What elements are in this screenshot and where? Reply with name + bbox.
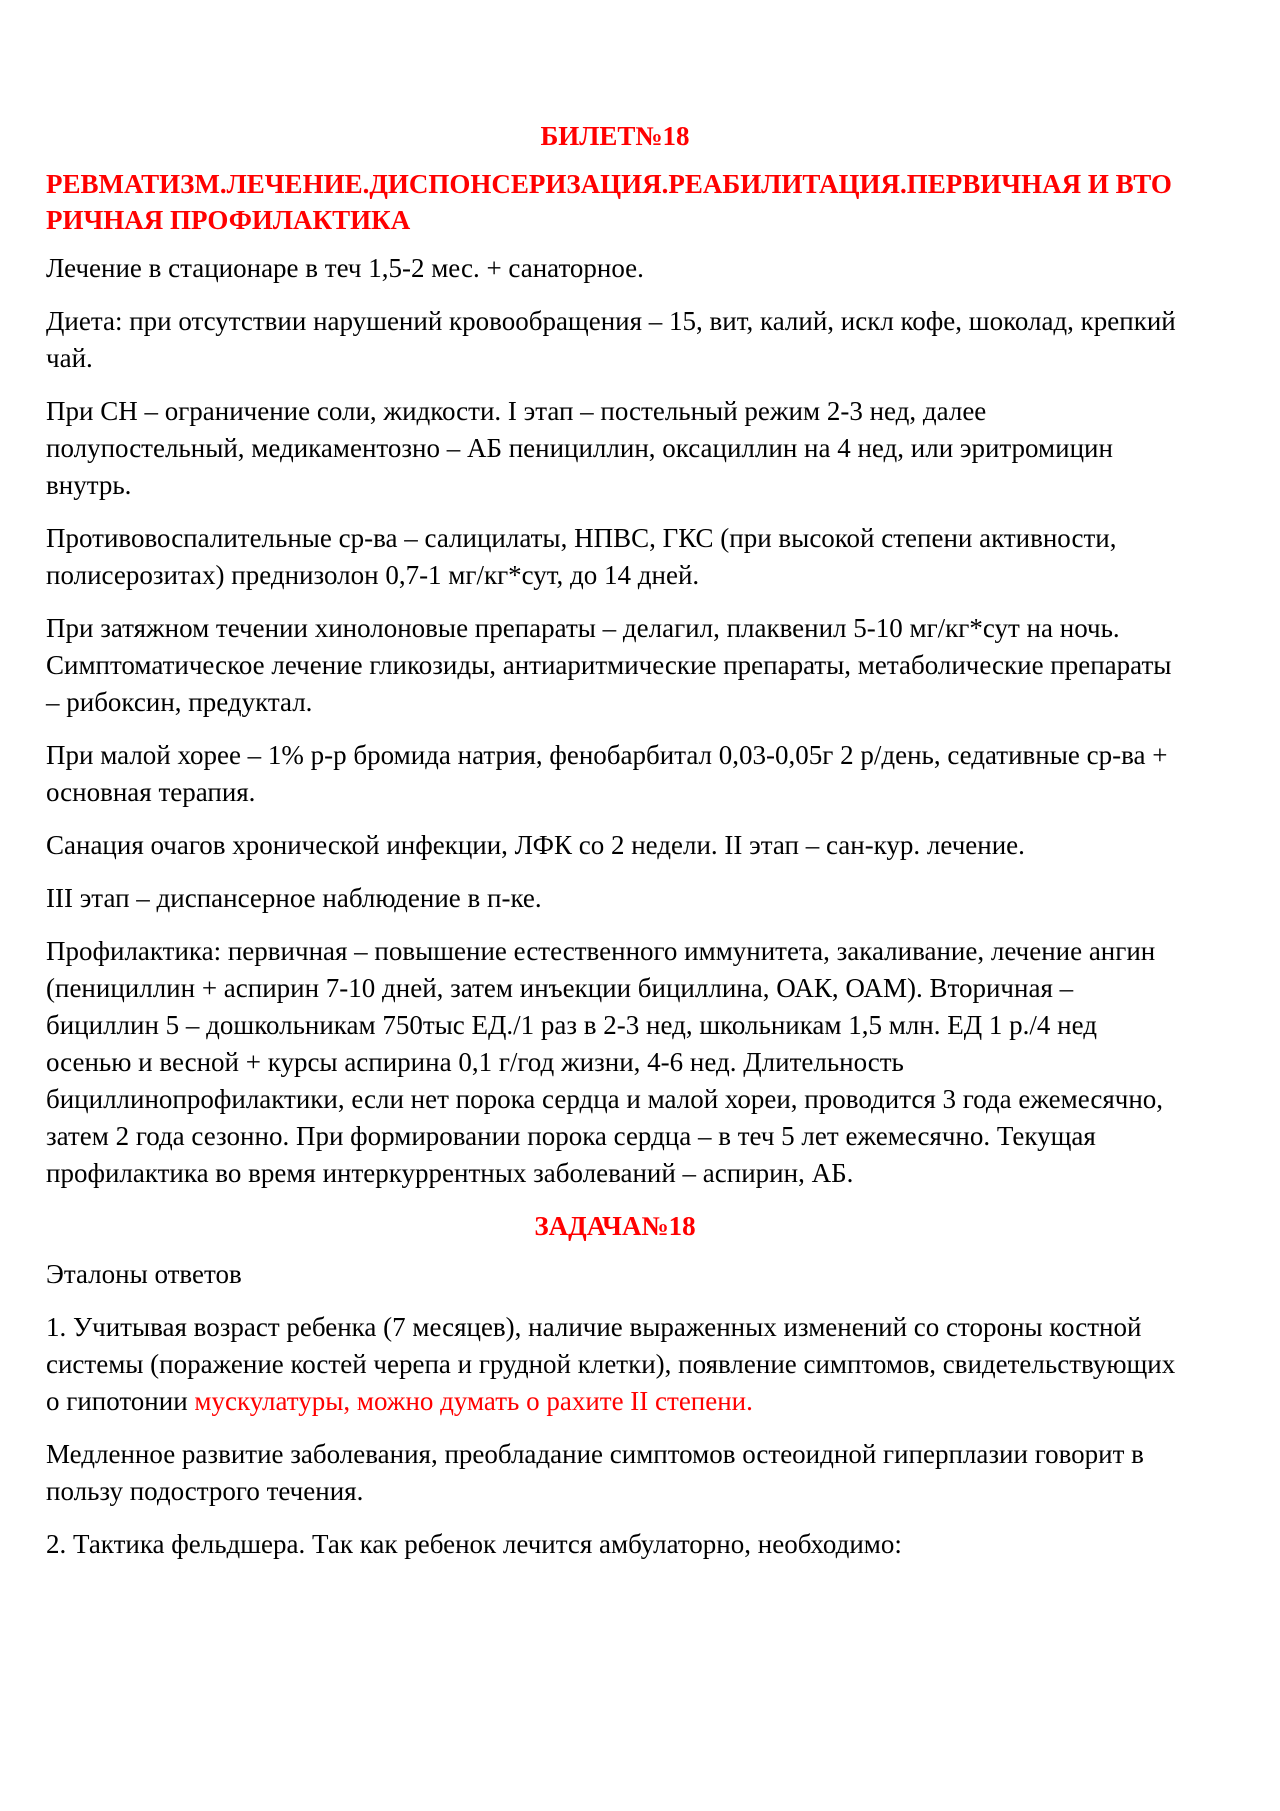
paragraph-treatment: Лечение в стационаре в теч 1,5-2 мес. + санаторное. <box>46 253 644 283</box>
section-heading: РЕВМАТИЗМ.ЛЕЧЕНИЕ.ДИСПОНСЕРИЗАЦИЯ.РЕАБИЛИТАЦИЯ.ПЕРВИЧНАЯ И ВТОРИЧНАЯ ПРОФИЛАКТИКА <box>46 169 1172 235</box>
task-subtitle: Эталоны ответов <box>46 1259 242 1289</box>
paragraph-prolonged-course: При затяжном течении хинолоновые препараты – делагил, плаквенил 5-10 мг/кг*сут на ночь. Симптоматическое лечение гликозиды, антиаритмические препараты, метаболические препараты – рибоксин, предуктал. <box>46 613 1172 717</box>
paragraph-chorea: При малой хорее – 1% р-р бромида натрия, фенобарбитал 0,03-0,05г 2 р/день, седативные ср-ва + основная терапия. <box>46 740 1168 807</box>
answer-one-text: 1. Учитывая возраст ребенка (7 месяцев), наличие выраженных изменений со стороны костной системы (поражение костей черепа и грудной клетки), появление симптомов, свидетельствующих о гипотонии <box>46 1312 1176 1416</box>
paragraph-prophylaxis: Профилактика: первичная – повышение естественного иммунитета, закаливание, лечение ангин (пенициллин + аспирин 7-10 дней, затем инъекции бициллина, ОАК, ОАМ). Вторичная – бициллин 5 – дошкольникам 750тыс ЕД./1 раз в 2-3 нед, школьникам 1,5 млн. ЕД 1 р./4 нед осенью и весной + курсы аспирина 0,1 г/год жизни, 4-6 нед. Длительность бициллинопрофилактики, если нет порока сердца и малой хореи, проводится 3 года ежемесячно, затем 2 года сезонно. При формировании порока сердца – в теч 5 лет ежемесячно. Текущая профилактика во время интеркуррентных заболеваний – аспирин, АБ. <box>46 936 1164 1188</box>
answer-one-highlight: мускулатуры, можно думать о рахите II степени. <box>194 1386 753 1416</box>
paragraph-diet: Диета: при отсутствии нарушений кровообращения – 15, вит, калий, искл кофе, шоколад, крепкий чай. <box>46 306 1176 373</box>
task-title: ЗАДАЧА№18 <box>534 1211 696 1241</box>
answer-one <box>46 1309 1184 1420</box>
paragraph-sanation: Санация очагов хронической инфекции, ЛФК со 2 недели. II этап – сан-кур. лечение. <box>46 830 1025 860</box>
paragraph-anti-inflammatory: Противовоспалительные ср-ва – салицилаты, НПВС, ГКС (при высокой степени активности, полисерозитах) преднизолон 0,7-1 мг/кг*сут, до 14 дней. <box>46 523 1117 590</box>
paragraph-stage-three: III этап – диспансерное наблюдение в п-ке. <box>46 883 542 913</box>
paragraph-heart-failure: При СН – ограничение соли, жидкости. I этап – постельный режим 2-3 нед, далее полупостельный, медикаментозно – АБ пенициллин, оксациллин на 4 нед, или эритромицин внутрь. <box>46 396 1113 500</box>
answer-course: Медленное развитие заболевания, преобладание симптомов остеоидной гиперплазии говорит в пользу подострого течения. <box>46 1439 1144 1506</box>
ticket-title: БИЛЕТ№18 <box>540 121 690 151</box>
answer-tactics: 2. Тактика фельдшера. Так как ребенок лечится амбулаторно, необходимо: <box>46 1529 902 1559</box>
